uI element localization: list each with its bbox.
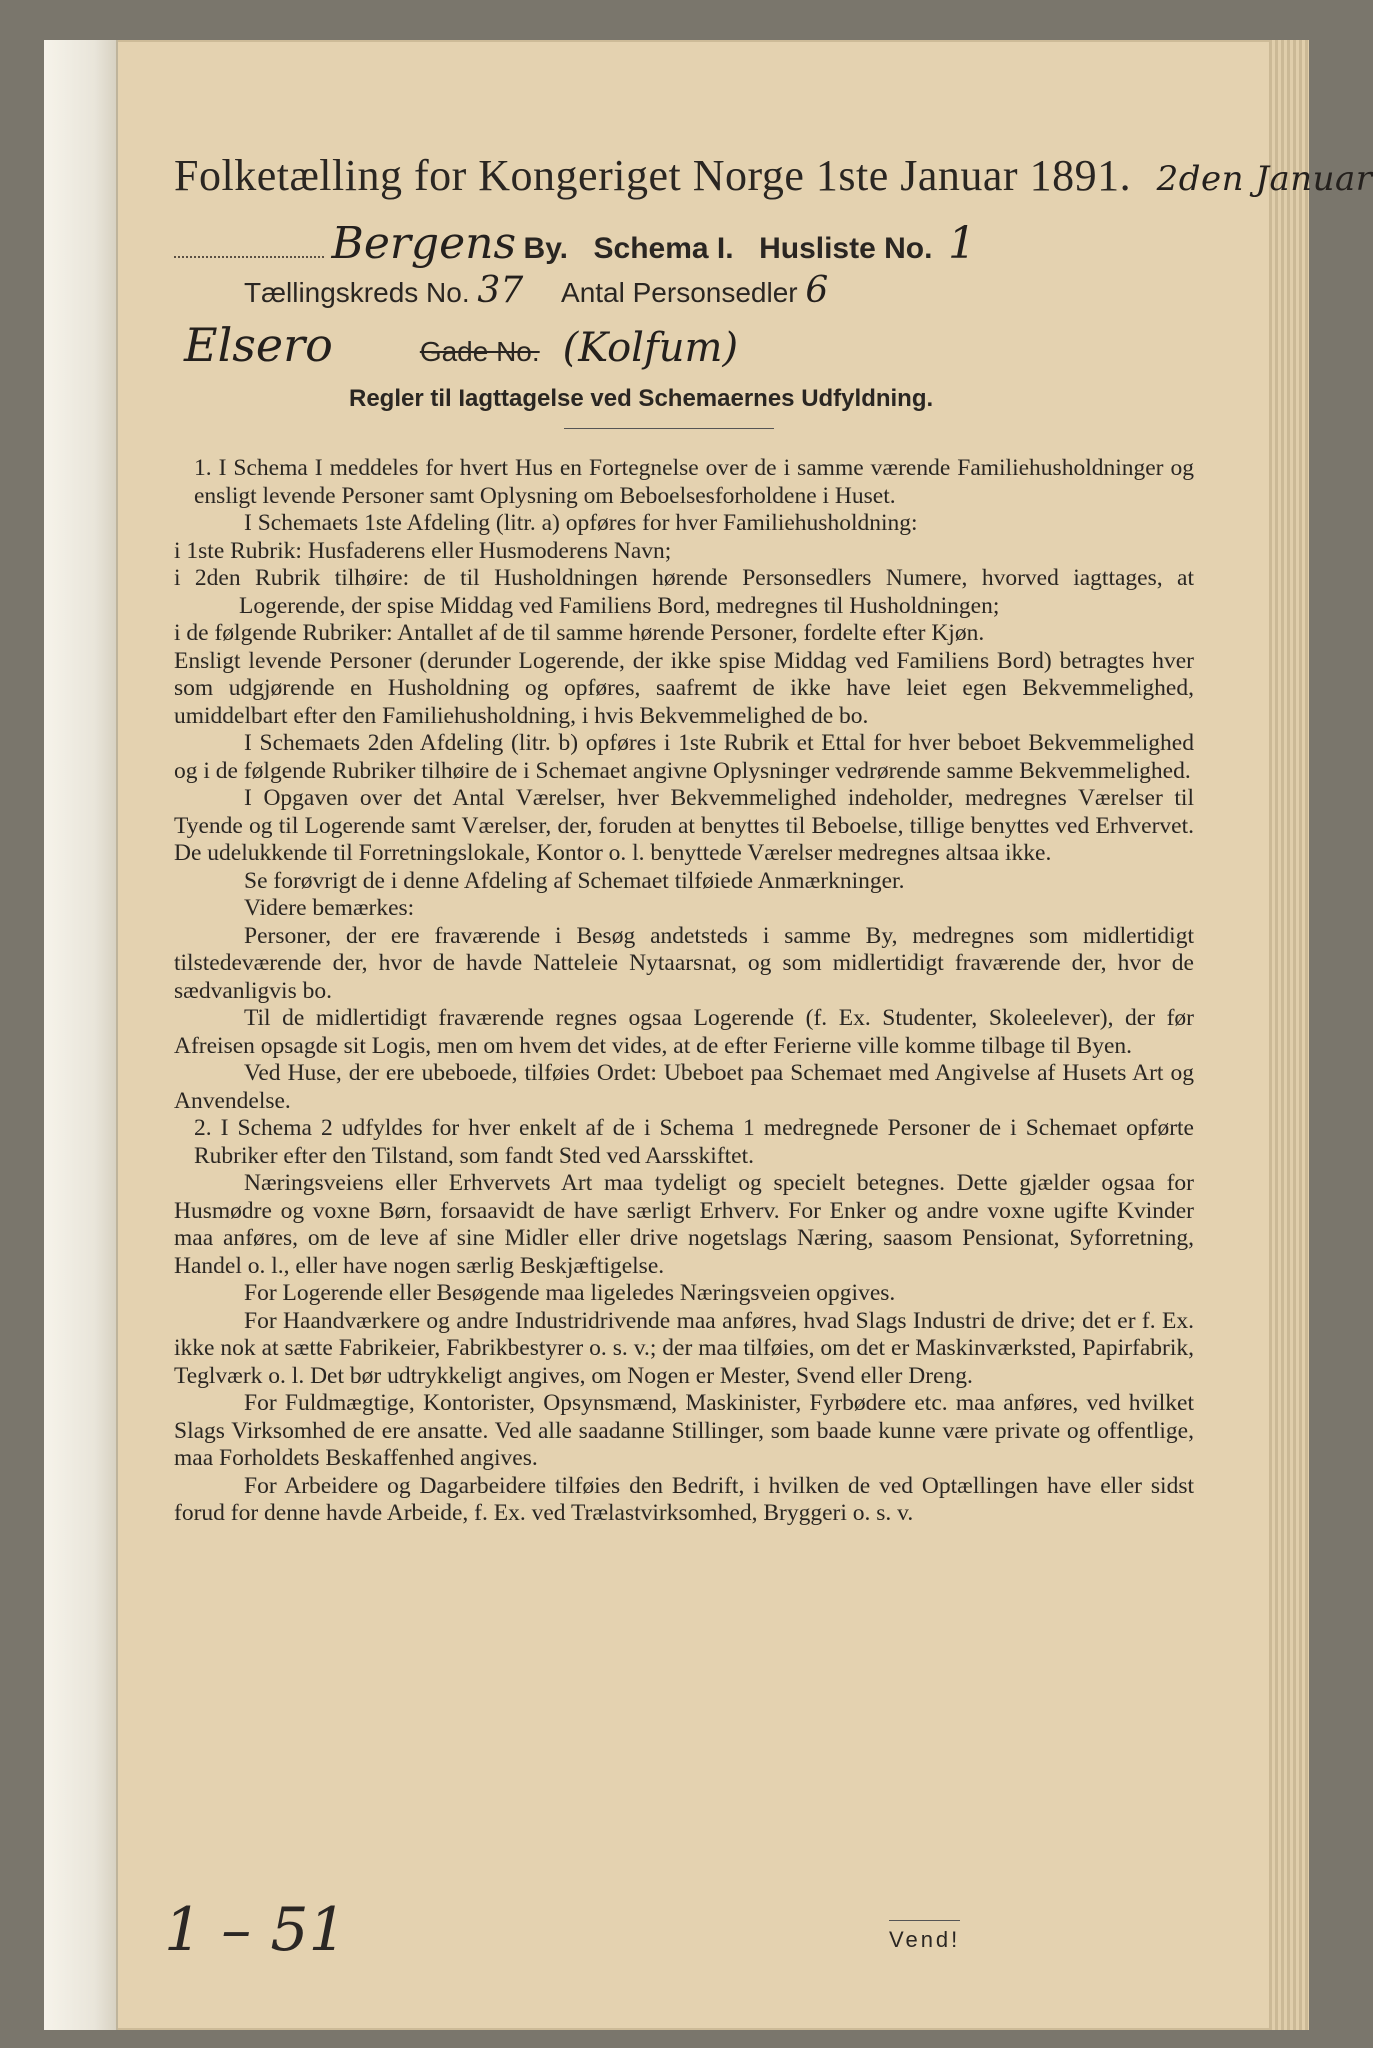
rule-paragraph: For Fuldmægtige, Kontorister, Opsynsmænd, Maskinister, Fyrbødere etc. maa anføres, ved hvilket Slags Virksomhed de ere ansatte. Ved alle saadanne Stillinger, som baade kunne være private og offentlige, maa Forholdets Beskaffenhed angives. <box>174 1390 1194 1471</box>
antal-label: Antal Personsedler <box>561 277 798 308</box>
owner-handwritten: (Kolfum) <box>562 325 739 371</box>
by-label: By. <box>523 232 568 265</box>
heading-rule <box>564 428 774 429</box>
antal-number: 6 <box>805 270 829 311</box>
kreds-line <box>244 270 828 311</box>
rule-paragraph: Næringsveiens eller Erhvervets Art maa tydeligt og specielt betegnes. Dette gjælder ogsaa for Husmødre og voxne Børn, forsaavidt de have særligt Erhverv. For Enker og andre voxne ugifte Kvinder maa anføres, om de leve af sine Midler eller drive nogetslags Næring, saasom Pensionat, Syforretning, Handel o. l., eller have nogen særlig Beskjæftigelse. <box>174 1170 1194 1279</box>
rule-paragraph: Ensligt levende Personer (derunder Logerende, der ikke spise Middag ved Familiens Bord) betragtes hver som udgjørende en Husholdning og opføres, saafremt de ikke have leiet egen Bekvemmelighed, umiddelbart efter den Familiehusholdning, i hvis Bekvemmelighed de bo. <box>174 647 1194 729</box>
schema-label: Schema I. <box>593 232 734 265</box>
rule-paragraph: i 1ste Rubrik: Husfaderens eller Husmoderens Navn; <box>174 537 672 564</box>
page-number-handwritten: 1 – 51 <box>164 1895 347 1965</box>
census-form-page <box>44 40 1373 2030</box>
binding-spine <box>44 40 118 2030</box>
husliste-label: Husliste No. <box>759 232 933 265</box>
rule-paragraph: I Schemaets 1ste Afdeling (litr. a) opføres for hver Familiehusholdning: <box>244 510 918 536</box>
street-handwritten: Elsero <box>184 318 333 372</box>
gade-label: Gade No. <box>419 336 540 367</box>
city-handwritten: Bergens <box>331 218 517 269</box>
city-line <box>174 218 976 269</box>
form-title: Folketælling for Kongeriget Norge 1ste Januar 1891. 2den Januar <box>174 151 1373 200</box>
rule-paragraph: For Haandværkere og andre Industridrivende maa anføres, hvad Slags Industri de drive; det er f. Ex. ikke nok at sætte Fabrikeier, Fabrikbestyrer o. s. v.; der maa tilføies, om det er Maskinværksted, Papirfabrik, Teglværk o. l. Det bør udtrykkeligt angives, om Nogen er Mester, Svend eller Dreng. <box>174 1307 1194 1389</box>
rule-paragraph: 2. I Schema 2 udfyldes for hver enkelt af de i Schema 1 medregnede Personer de i Schemaet opførte Rubriker efter den Tilstand, som fandt Sted ved Aarsskiftet. <box>194 1115 1194 1169</box>
rule-paragraph: I Opgaven over det Antal Værelser, hver Bekvemmelighed indeholder, medregnes Værelser til Tyende og til Logerende samt Værelser, der, foruden at benyttes til Beboelse, tillige benyttes ved Erhvervet. De udelukkende til Forretningslokale, Kontor o. l. benyttede Værelser medregnes altsaa ikke. <box>174 785 1194 866</box>
rule-paragraph: i de følgende Rubriker: Antallet af de til samme hørende Personer, fordelte efter Kjøn. <box>174 620 985 646</box>
rule-paragraph: i 2den Rubrik tilhøire: de til Husholdningen hørende Personsedlers Numere, hvorved iagttages, at Logerende, der spise Middag ved Familiens Bord, medregnes til Husholdningen; <box>174 565 1194 619</box>
rules-text <box>174 455 1194 1528</box>
date-note-handwritten: 2den Januar <box>1156 159 1373 199</box>
kreds-number: 37 <box>477 270 524 311</box>
rule-paragraph: Videre bemærkes: <box>244 895 415 921</box>
rule-paragraph: 1. I Schema I meddeles for hvert Hus en Fortegnelse over de i samme værende Familiehusholdninger og ensligt levende Personer samt Oplysning om Beboelsesforholdene i Huset. <box>194 455 1194 509</box>
page-edges <box>1269 40 1309 2030</box>
rule-paragraph: Personer, der ere fraværende i Besøg andetsteds i samme By, medregnes som midlertidigt tilstedeværende der, hvor de havde Natteleie Nytaarsnat, og som midlertidigt fraværende der, hvor de sædvanligvis bo. <box>174 922 1194 1004</box>
rule-paragraph: For Logerende eller Besøgende maa ligeledes Næringsveien opgives. <box>244 1280 896 1306</box>
rule-paragraph: Til de midlertidigt fraværende regnes ogsaa Logerende (f. Ex. Studenter, Skoleelever), der før Afreisen opsagde sit Logis, men om hvem det vides, at de efter Ferierne ville komme tilbage til Byen. <box>174 1005 1194 1059</box>
vend-label: Vend! <box>889 1920 960 1953</box>
kreds-label: Tællingskreds No. <box>244 277 470 308</box>
rule-paragraph: I Schemaets 2den Afdeling (litr. b) opføres i 1ste Rubrik et Ettal for hver beboet Bekvemmelighed og i de følgende Rubriker tilhøire de i Schemaet angivne Oplysninger vedrørende samme Bekvemmelighed. <box>174 730 1194 784</box>
rules-heading: Regler til Iagttagelse ved Schemaernes Udfyldning. <box>349 385 934 412</box>
husliste-number: 1 <box>947 218 976 269</box>
rule-paragraph: Ved Huse, der ere ubeboede, tilføies Ordet: Ubeboet paa Schemaet med Angivelse af Husets Art og Anvendelse. <box>174 1060 1194 1114</box>
rule-paragraph: Se forøvrigt de i denne Afdeling af Schemaet tilføiede Anmærkninger. <box>244 867 905 894</box>
street-line <box>184 318 738 372</box>
rule-paragraph: For Arbeidere og Dagarbeidere tilføies den Bedrift, i hvilken de ved Optællingen have eller sidst forud for denne havde Arbeide, f. Ex. ved Trælastvirksomhed, Bryggeri o. s. v. <box>174 1472 1194 1526</box>
